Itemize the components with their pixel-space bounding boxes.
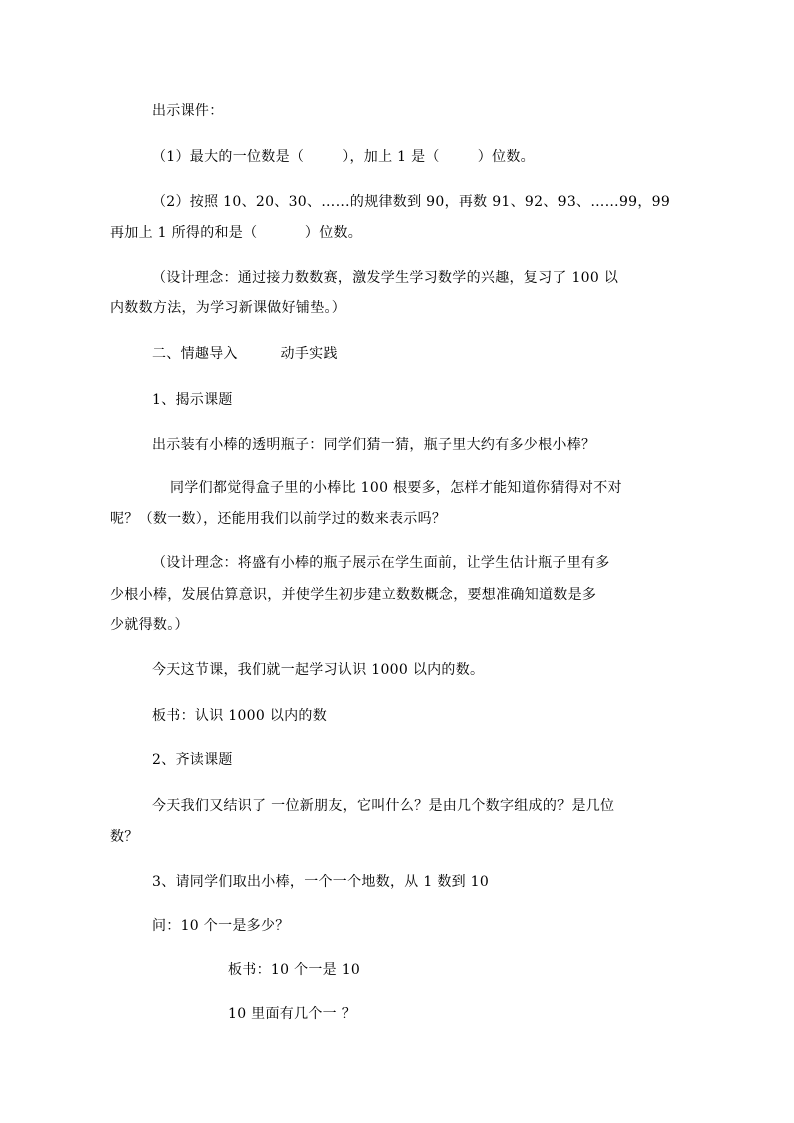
text-line-ask-ten-ones: 问：10 个一是多少？ [152, 918, 290, 934]
subheading-count-sticks: 3、请同学们取出小棒，一个一个地数，从 1 数到 10 [152, 874, 490, 890]
text-line-blackboard-ten: 板书：10 个一是 10 [228, 962, 361, 978]
text-line-students-think-cont: 呢？（数一数），还能用我们以前学过的数来表示吗？ [110, 511, 447, 527]
text-line-question-2-cont: 再加上 1 所得的和是（ ）位数。 [110, 225, 363, 241]
subheading-reveal-topic: 1、揭示课题 [152, 392, 233, 408]
text-line-today-lesson: 今天这节课，我们就一起学习认识 1000 以内的数。 [152, 662, 485, 678]
text-line-show-bottle: 出示装有小棒的透明瓶子：同学们猜一猜，瓶子里大约有多少根小棒？ [152, 437, 596, 453]
text-line-new-friend-cont: 数？ [110, 829, 139, 845]
text-line-design-note-2: （设计理念：将盛有小棒的瓶子展示在学生面前，让学生估计瓶子里有多 [152, 555, 610, 571]
text-line-question-1: （1）最大的一位数是（ ），加上 1 是（ ）位数。 [152, 149, 535, 165]
text-line-show-courseware: 出示课件： [152, 103, 224, 119]
text-line-design-note-2-cont-2: 少就得数。） [110, 617, 189, 633]
section-heading-2: 二、情趣导入 动手实践 [152, 346, 338, 362]
text-line-design-note-2-cont-1: 少根小棒，发展估算意识，并使学生初步建立数数概念，要想准确知道数是多 [110, 587, 597, 603]
text-line-design-note-1-cont: 内数数方法，为学习新课做好铺垫。） [110, 300, 347, 316]
text-line-blackboard-title: 板书：认识 1000 以内的数 [152, 708, 328, 724]
text-line-students-think: 同学们都觉得盒子里的小棒比 100 根要多，怎样才能知道你猜得对不对 [170, 480, 622, 496]
text-line-question-2: （2）按照 10、20、30、……的规律数到 90，再数 91、92、93、……99，99 [152, 194, 671, 210]
text-line-design-note-1: （设计理念：通过接力数数赛，激发学生学习数学的兴趣，复习了 100 以 [152, 270, 619, 286]
text-line-new-friend: 今天我们又结识了 一位新朋友，它叫什么？是由几个数字组成的？是几位 [152, 798, 615, 814]
text-line-ones-in-ten: 10 里面有几个一 ？ [228, 1006, 357, 1022]
subheading-read-topic: 2、齐读课题 [152, 752, 233, 768]
